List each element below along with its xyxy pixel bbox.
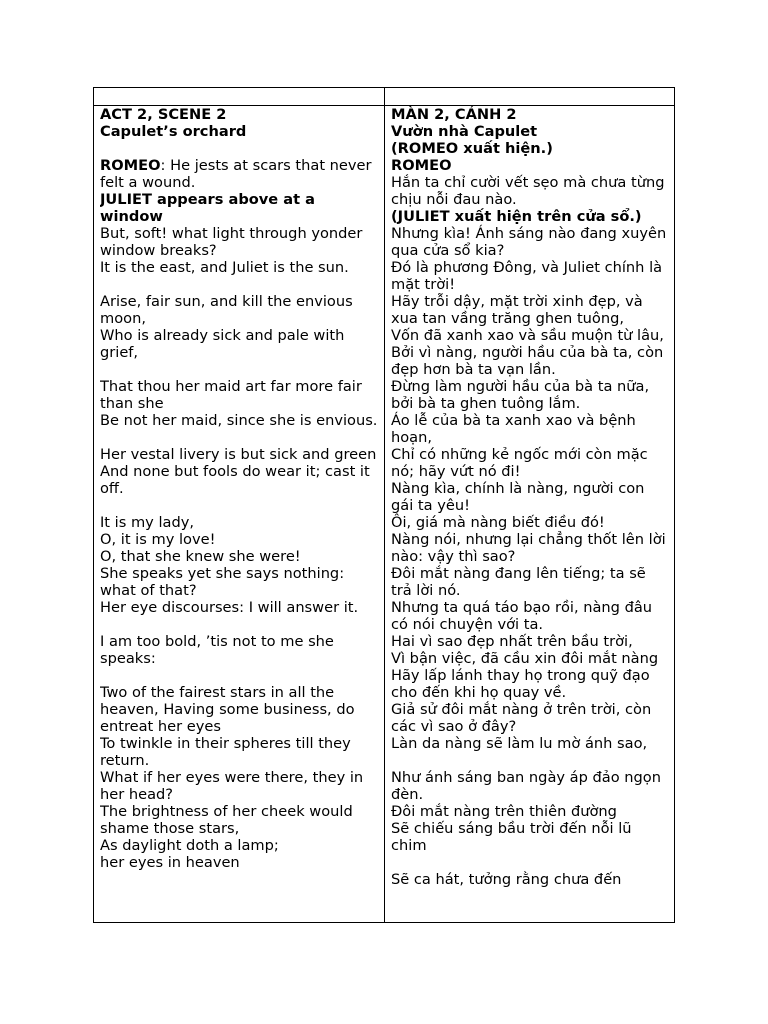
english-verse-line: Arise, fair sun, and kill the envious moon, [100,293,353,327]
vietnamese-verse-line: Giả sử đôi mắt nàng ở trên trời, còn các vì sao ở đây? [391,701,652,735]
spacer [100,667,381,684]
vietnamese-verse-line: Nhưng kìa! Ánh sáng nào đang xuyên qua cửa sổ kia? [391,225,667,259]
spacer [391,854,671,871]
english-verse-line: her eyes in heaven [100,854,240,871]
romeo-speech [100,157,381,191]
vietnamese-lines [391,225,671,888]
english-verse-line: That thou her maid art far more fair than she [100,378,362,412]
english-verse-line: It is the east, and Juliet is the sun. [100,259,349,276]
vietnamese-verse-line: Như ánh sáng ban ngày áp đảo ngọn đèn. [391,769,661,803]
english-verse-line: What if her eyes were there, they in her head? [100,769,364,803]
vietnamese-verse-line: Nhưng ta quá táo bạo rồi, nàng đâu có nói chuyện với ta. [391,599,653,633]
table-body-row [94,106,675,923]
vietnamese-column [385,106,675,923]
vietnamese-juliet-direction: (JULIET xuất hiện trên cửa sổ.) [391,208,642,225]
english-verse-line: And none but fools do wear it; cast it off. [100,463,370,497]
header-cell-vietnamese [385,88,675,106]
spacer [100,140,381,157]
vietnamese-verse-line: Sẽ chiếu sáng bầu trời đến nỗi lũ chim [391,820,632,854]
vietnamese-verse-line: Chỉ có những kẻ ngốc mới còn mặc nó; hãy vứt nó đi! [391,446,648,480]
english-juliet-direction: JULIET appears above at a window [100,191,316,225]
vietnamese-romeo-line: Hắn ta chỉ cười vết sẹo mà chưa từng chịu nỗi đau nào. [391,174,665,208]
vietnamese-verse-line: Nàng nói, nhưng lại chẳng thốt lên lời nào: vậy thì sao? [391,531,666,565]
vietnamese-heading: MÀN 2, CẢNH 2 [391,106,517,123]
vietnamese-verse-line: Đôi mắt nàng đang lên tiếng; ta sẽ trả lời nó. [391,565,646,599]
vietnamese-verse-line: Hai vì sao đẹp nhất trên bầu trời, [391,633,633,650]
vietnamese-verse-line: Làn da nàng sẽ làm lu mờ ánh sao, [391,735,648,752]
vietnamese-verse-line: Đó là phương Đông, và Juliet chính là mặt trời! [391,259,663,293]
spacer [100,497,381,514]
vietnamese-verse-line: Bởi vì nàng, người hầu của bà ta, còn đẹp hơn bà ta vạn lần. [391,344,664,378]
vietnamese-romeo-speaker: ROMEO [391,157,452,174]
english-verse-line: She speaks yet she says nothing: what of that? [100,565,345,599]
romeo-speaker: ROMEO [100,157,161,174]
english-verse-line: I am too bold, ’tis not to me she speaks: [100,633,334,667]
english-setting: Capulet’s orchard [100,123,247,140]
vietnamese-romeo-direction: (ROMEO xuất hiện.) [391,140,553,157]
english-verse-line: But, soft! what light through yonder window breaks? [100,225,363,259]
vietnamese-setting: Vườn nhà Capulet [391,123,538,140]
english-lines [100,225,381,871]
spacer [100,429,381,446]
english-heading: ACT 2, SCENE 2 [100,106,227,123]
spacer [100,276,381,293]
english-verse-line: Be not her maid, since she is envious. [100,412,378,429]
english-verse-line: Who is already sick and pale with grief, [100,327,345,361]
vietnamese-verse-line: Đừng làm người hầu của bà ta nữa, bởi bà ta ghen tuông lắm. [391,378,650,412]
vietnamese-verse-line: Sẽ ca hát, tưởng rằng chưa đến [391,871,622,888]
translation-table [93,87,675,923]
english-verse-line: The brightness of her cheek would shame those stars, [100,803,353,837]
english-verse-line: Her vestal livery is but sick and green [100,446,377,463]
english-verse-line: As daylight doth a lamp; [100,837,279,854]
vietnamese-verse-line: Vốn đã xanh xao và sầu muộn từ lâu, [391,327,664,344]
spacer [100,361,381,378]
spacer [391,752,671,769]
english-verse-line: Two of the fairest stars in all the heaven, Having some business, do entreat her eyes [100,684,355,735]
vietnamese-verse-line: Hãy trỗi dậy, mặt trời xinh đẹp, và xua tan vầng trăng ghen tuông, [391,293,643,327]
header-cell-english [94,88,385,106]
vietnamese-verse-line: Hãy lấp lánh thay họ trong quỹ đạo cho đến khi họ quay về. [391,667,650,701]
english-verse-line: To twinkle in their spheres till they return. [100,735,351,769]
table-header-row [94,88,675,106]
vietnamese-verse-line: Nàng kìa, chính là nàng, người con gái ta yêu! [391,480,645,514]
vietnamese-verse-line: Đôi mắt nàng trên thiên đường [391,803,617,820]
vietnamese-verse-line: Áo lễ của bà ta xanh xao và bệnh hoạn, [391,412,636,446]
english-verse-line: Her eye discourses: I will answer it. [100,599,359,616]
english-column [94,106,385,923]
romeo-line: : He jests at scars that never felt a wound. [100,157,372,191]
english-verse-line: It is my lady, [100,514,194,531]
spacer [100,616,381,633]
vietnamese-verse-line: Vì bận việc, đã cầu xin đôi mắt nàng [391,650,659,667]
english-verse-line: O, that she knew she were! [100,548,301,565]
english-verse-line: O, it is my love! [100,531,216,548]
vietnamese-verse-line: Ôi, giá mà nàng biết điều đó! [391,514,605,531]
